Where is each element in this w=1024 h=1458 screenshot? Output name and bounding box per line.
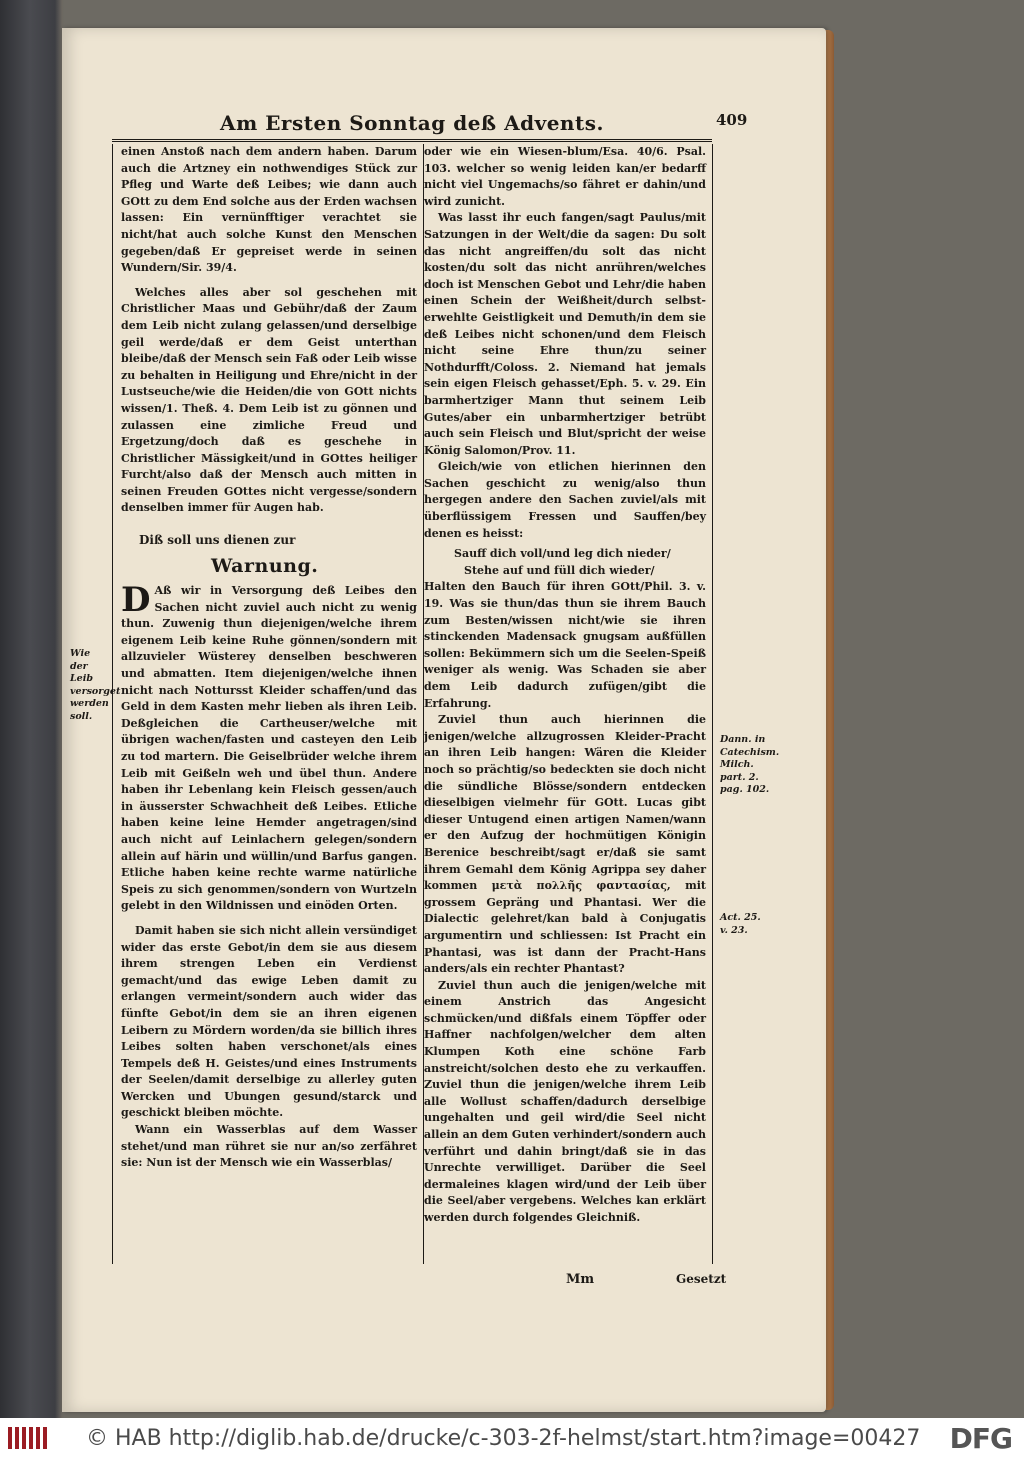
left-column <box>112 144 424 1264</box>
running-title: Am Ersten Sonntag deß Advents. <box>220 111 604 135</box>
left-paragraph-2: Welches alles aber sol geschehen mit Christlicher Maas und Gebühr/daß der Zaum dem Leib nicht zulang gelassen/und derselbige geil werde/daß er dem Geist unterthan bleibe/daß der Mensch sein Faß oder Leib wisse zu behalten in Heiligung und Ehre/nicht in der Lustseuche/wie die Heiden/die von GOtt nichts wissen/1. Theß. 4. Dem Leib ist zu gönnen und zulassen eine zimliche Freud und Ergetzung/doch daß es geschehe in Christlicher Mässigkeit/und in GOttes heiliger Furcht/also daß der Mensch auch mitten in seinen Freuden GOttes nicht vergesse/sondern denselben immer für Augen hab. <box>121 285 417 515</box>
drop-cap-d: D <box>121 580 151 621</box>
right-paragraph-3: Gleich/wie von etlichen hierinnen den Sachen geschicht zu wenig/also thun hergegen andere den Sachen zuviel/als mit überflüssigem Fressen und Sauffen/bey denen es heisst: <box>424 460 706 540</box>
right-column <box>424 144 713 1264</box>
page-number: 409 <box>716 111 748 129</box>
running-header <box>112 111 712 142</box>
dfg-logo[interactable]: DFG <box>949 1422 1012 1455</box>
transition-line: Diß soll uns dienen zur <box>139 533 296 548</box>
right-paragraph-2: Was lasst ihr euch fangen/sagt Paulus/mit Satzungen in der Welt/die da sagen: Du solt das nicht angreiffen/du solt das nicht kosten/du solt das nicht anrühren/welches doch ist Menschen Gebot und Lehr/die haben einen Schein der Weißheit/durch selbst-erwehlte Geistligkeit und Demuth/in dem sie deß Leibes nicht schonen/und dem Fleisch nicht seine Ehre thun/zu seiner Nothdurfft/Coloss. 2. Niemand hat jemals sein eigen Fleisch gehasset/Eph. 5. v. 29. Ein barmhertziger Mann thut seinem Leib Gutes/aber ein unbarmhertziger betrübt auch sein Fleisch und Blut/spricht der weise König Salomon/Prov. 11. <box>424 211 706 457</box>
verse-line-1: Sauff dich voll/und leg dich nieder/ <box>454 547 671 561</box>
left-paragraph-5: Wann ein Wasserblas auf dem Wasser stehet/und man rühret sie nur an/so zerfähret sie: Nun ist der Mensch wie ein Wasserblas/ <box>121 1123 417 1170</box>
left-paragraph-1: einen Anstoß nach dem andern haben. Darum auch die Artzney ein nothwendiges Stück zur Pfleg und Warte deß Leibes; wie dann auch GOtt zu dem End solche aus der Erden wachsen lassen: Ein vernünfftiger verachtet sie nicht/hat auch solche Kunst den Menschen gegeben/daß Er gepreiset werde in seinen Wundern/Sir. 39/4. <box>121 145 417 275</box>
viewer-footer-bar <box>0 1418 1024 1458</box>
right-paragraph-4: Halten den Bauch für ihren GOtt/Phil. 3. v. 19. Was sie thun/das thun sie ihrem Bauch zum Besten/wissen nicht/wie sie ihren stinckenden Madensack gnugsam außfüllen sollen: Bekümmern sich um die Seelen-Speiß weniger als wenig. Was Schaden sie aber dem Leib dadurch zufügen/gibt die Erfahrung. <box>424 580 706 710</box>
right-paragraph-6: Zuviel thun auch die jenigen/welche mit einem Anstrich das Angesicht schmücken/und dißfals einem Töpffer oder Haffner nachfolgen/welcher dem alten Klumpen Koth eine schöne Farb anstreicht/solchen desto ehe zu verkauffen. Zuviel thun die jenigen/welche ihrem Leib alle Wollust schaffen/dadurch derselbige ungehalten und geil wird/die Seel nicht allein an dem Guten verhindert/sondern auch verführt und dahin bringt/daß sie in das Unrechte verwilliget. Darüber die Seel dermaleines klagen wird/und der Leib über die Seel/aber vergebens. Welches kan erklärt werden durch folgendes Gleichniß. <box>424 978 706 1224</box>
left-paragraph-3 <box>121 580 417 915</box>
catchword: Gesetzt <box>676 1272 727 1286</box>
left-paragraph-4: Damit haben sie sich nicht allein versündiget wider das erste Gebot/in dem sie aus diesem ihrem strengen Leben ein Verdienst gemacht/und das ewige Leben damit zu erlangen vermeint/sondern auch wider das fünfte Gebot/in dem sie an ihren eigenen Leibern zu Mördern worden/da sie billich ihres Leibes solten haben verschonet/als eines Tempels deß H. Geistes/und eines Instruments der Seelen/damit derselbige zu allerley guten Wercken und Ubungen gesund/starck und geschickt bleiben möchte. <box>121 923 417 1120</box>
left-paragraph-3-text: Aß wir in Versorgung deß Leibes den Sachen nicht zuviel auch nicht zu wenig thun. Zuwenig thun diejenigen/welche ihrem eigenem Leib keine Ruhe gönnen/sondern mit allzuvieler Wüsterey denselben beschweren und abmatten. Item diejenigen/welche ihnen nicht nach Nottursst Kleider schaffen/und das Geld in dem Kasten mehr lieben als ihren Leib. Deßgleichen die Cartheuser/welche mit übrigen wachen/fasten und casteyen den Leib zu tod martern. Die Geiselbrüder welche ihrem Leib mit Geißeln weh und übel thun. Andere haben ihr Lebenlang kein Fleisch gessen/auch in äusserster Schwachheit deß Leibes. Etliche haben keine leine Hemder angetragen/sind auch nicht auf Leinlachern gelegen/sondern allein auf härin und wüllin/und Barfus gangen. Etliche haben keine rechte warme natürliche Speis zu sich genommen/sondern von Wurtzeln gelebt in den Wildnissen und einöden Orten. <box>121 584 417 913</box>
margin-note-act: Act. 25. v. 23. <box>720 912 761 936</box>
right-paragraph-1: oder wie ein Wiesen-blum/Esa. 40/6. Psal. 103. welcher so wenig leiden kan/er bedarff nicht viel Ungemachs/so fähret er dahin/und wird zunicht. <box>424 145 706 208</box>
verse-line-2: Stehe auf und füll dich wieder/ <box>464 563 655 577</box>
margin-note-leib: Wie der Leib versorget werden soll. <box>70 648 121 722</box>
right-paragraph-5: Zuviel thun auch hierinnen die jenigen/welche allzugrossen Kleider-Pracht an ihren Leib hangen: Wären die Kleider noch so prächtig/so bedeckten sie doch nicht die sündliche Blösse/sondern entdecken dieselbigen vielmehr für GOtt. Lucas gibt dieser Untugend einen artigen Namen/wann er den Aufzug der hochmütigen Königin Berenice beschreibt/sagt er/daß sie samt ihrem Gemahl dem König Agrippa sey daher kommen μετὰ πολλῆς φαντασίας, mit grossem Gepräng und Phantasi. Wer die Dialectic gelehret/kan bald à Conjugatis argumentirn und schliessen: Ist Pracht ein Phantasi, was ist dann der Pracht-Hans anders/als ein rechter Phantast? <box>424 713 706 976</box>
hab-credit-link[interactable]: © HAB http://diglib.hab.de/drucke/c-303-2f-helmst/start.htm?image=00427 <box>86 1425 921 1451</box>
margin-note-dann: Dann. in Catechism. Milch. part. 2. pag. 102. <box>720 734 780 795</box>
section-heading: Warnung. <box>211 555 319 578</box>
signature-mark: Mm <box>566 1272 595 1287</box>
hab-logo-icon[interactable] <box>8 1425 52 1451</box>
